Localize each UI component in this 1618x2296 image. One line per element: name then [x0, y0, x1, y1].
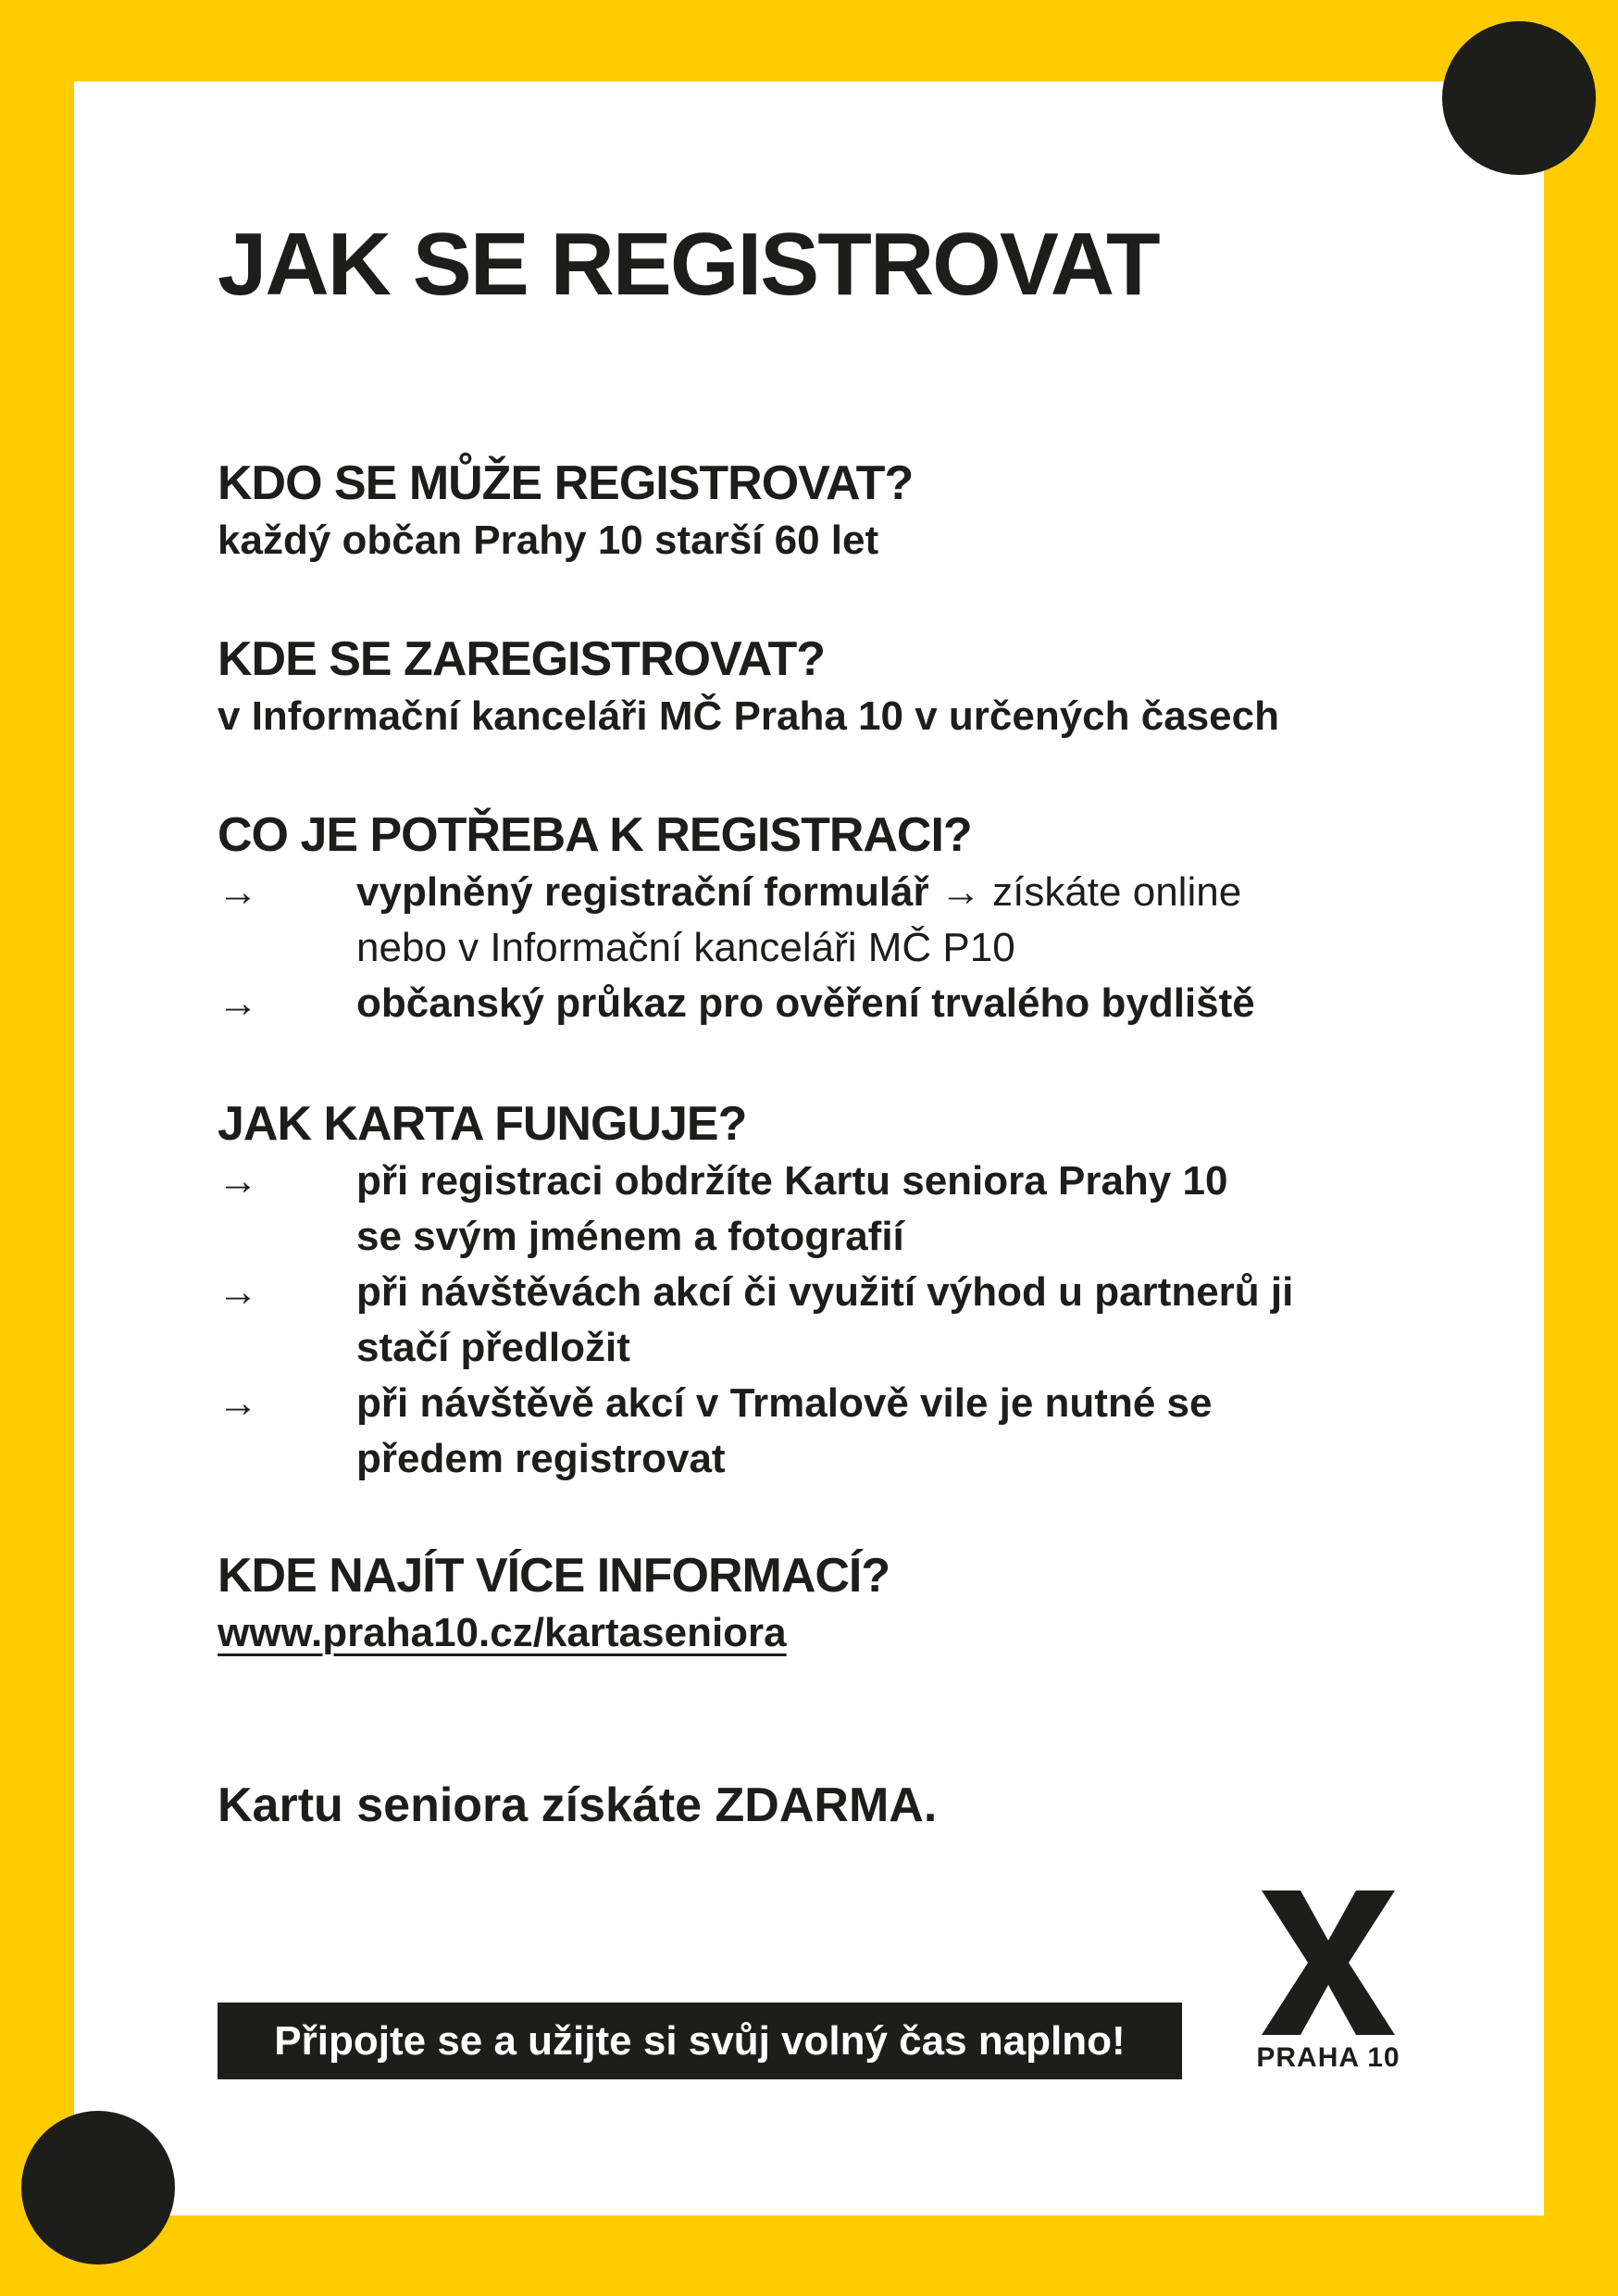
section-heading: JAK KARTA FUNGUJE? [218, 1097, 747, 1151]
list-item [218, 1154, 1293, 1265]
list-item [218, 865, 1255, 976]
decorative-dot-bottom-left [21, 2111, 175, 2265]
requirements-list [218, 865, 1255, 1031]
bullet-text-line1: při registraci obdržíte Kartu seniora Prahy 10 [356, 1158, 1228, 1204]
bullet-text-line1: při návštěvě akcí v Trmalově vile je nutné se [356, 1380, 1213, 1426]
arrow-right-icon: → [218, 869, 258, 915]
bullet-text-line2: stačí předložit [356, 1325, 630, 1370]
bullet-text-bold: občanský průkaz pro ověření trvalého bydliště [356, 980, 1255, 1026]
list-item [218, 1376, 1293, 1487]
logo-text: PRAHA 10 [1256, 2042, 1400, 2073]
bullet-text-line2: se svým jménem a fotografií [356, 1214, 904, 1259]
cta-banner [218, 2003, 1182, 2079]
section-requirements [218, 805, 1255, 1031]
list-item [218, 1265, 1293, 1376]
bullet-text-normal: → získáte online [940, 869, 1242, 915]
cta-text: Připojte se a užijte si svůj volný čas naplno! [274, 2017, 1126, 2064]
website-link[interactable]: www.praha10.cz/kartaseniora [218, 1610, 787, 1655]
section-where [218, 630, 1279, 744]
section-heading: CO JE POTŘEBA K REGISTRACI? [218, 808, 972, 862]
arrow-right-icon: → [218, 1158, 258, 1204]
how-it-works-list [218, 1154, 1293, 1487]
logo-x-icon [1254, 1889, 1402, 2037]
section-answer: v Informační kanceláři MČ Praha 10 v určených časech [218, 693, 1279, 739]
free-note: Kartu seniora získáte ZDARMA. [218, 1778, 938, 1832]
bullet-text-line2: nebo v Informační kanceláři MČ P10 [356, 925, 1015, 970]
decorative-dot-top-right-overlay [1442, 21, 1596, 175]
section-heading: KDE SE ZAREGISTROVAT? [218, 632, 825, 686]
section-answer: každý občan Prahy 10 starší 60 let [218, 518, 879, 563]
section-who [218, 454, 913, 568]
bullet-text-line2: předem registrovat [356, 1436, 726, 1481]
praha10-logo [1254, 1889, 1402, 2074]
page-title: JAK SE REGISTROVAT [218, 215, 1159, 314]
bullet-text-line1: při návštěvách akcí či využití výhod u partnerů ji [356, 1269, 1294, 1315]
section-more-info [218, 1546, 890, 1661]
list-item [218, 976, 1255, 1031]
bullet-text-bold: vyplněný registrační formulář [356, 869, 929, 915]
arrow-right-icon: → [218, 1269, 258, 1315]
section-how-it-works [218, 1094, 1293, 1487]
section-heading: KDE NAJÍT VÍCE INFORMACÍ? [218, 1549, 890, 1603]
arrow-right-icon: → [218, 980, 258, 1026]
arrow-right-icon: → [218, 1380, 258, 1426]
section-heading: KDO SE MŮŽE REGISTROVAT? [218, 456, 914, 510]
